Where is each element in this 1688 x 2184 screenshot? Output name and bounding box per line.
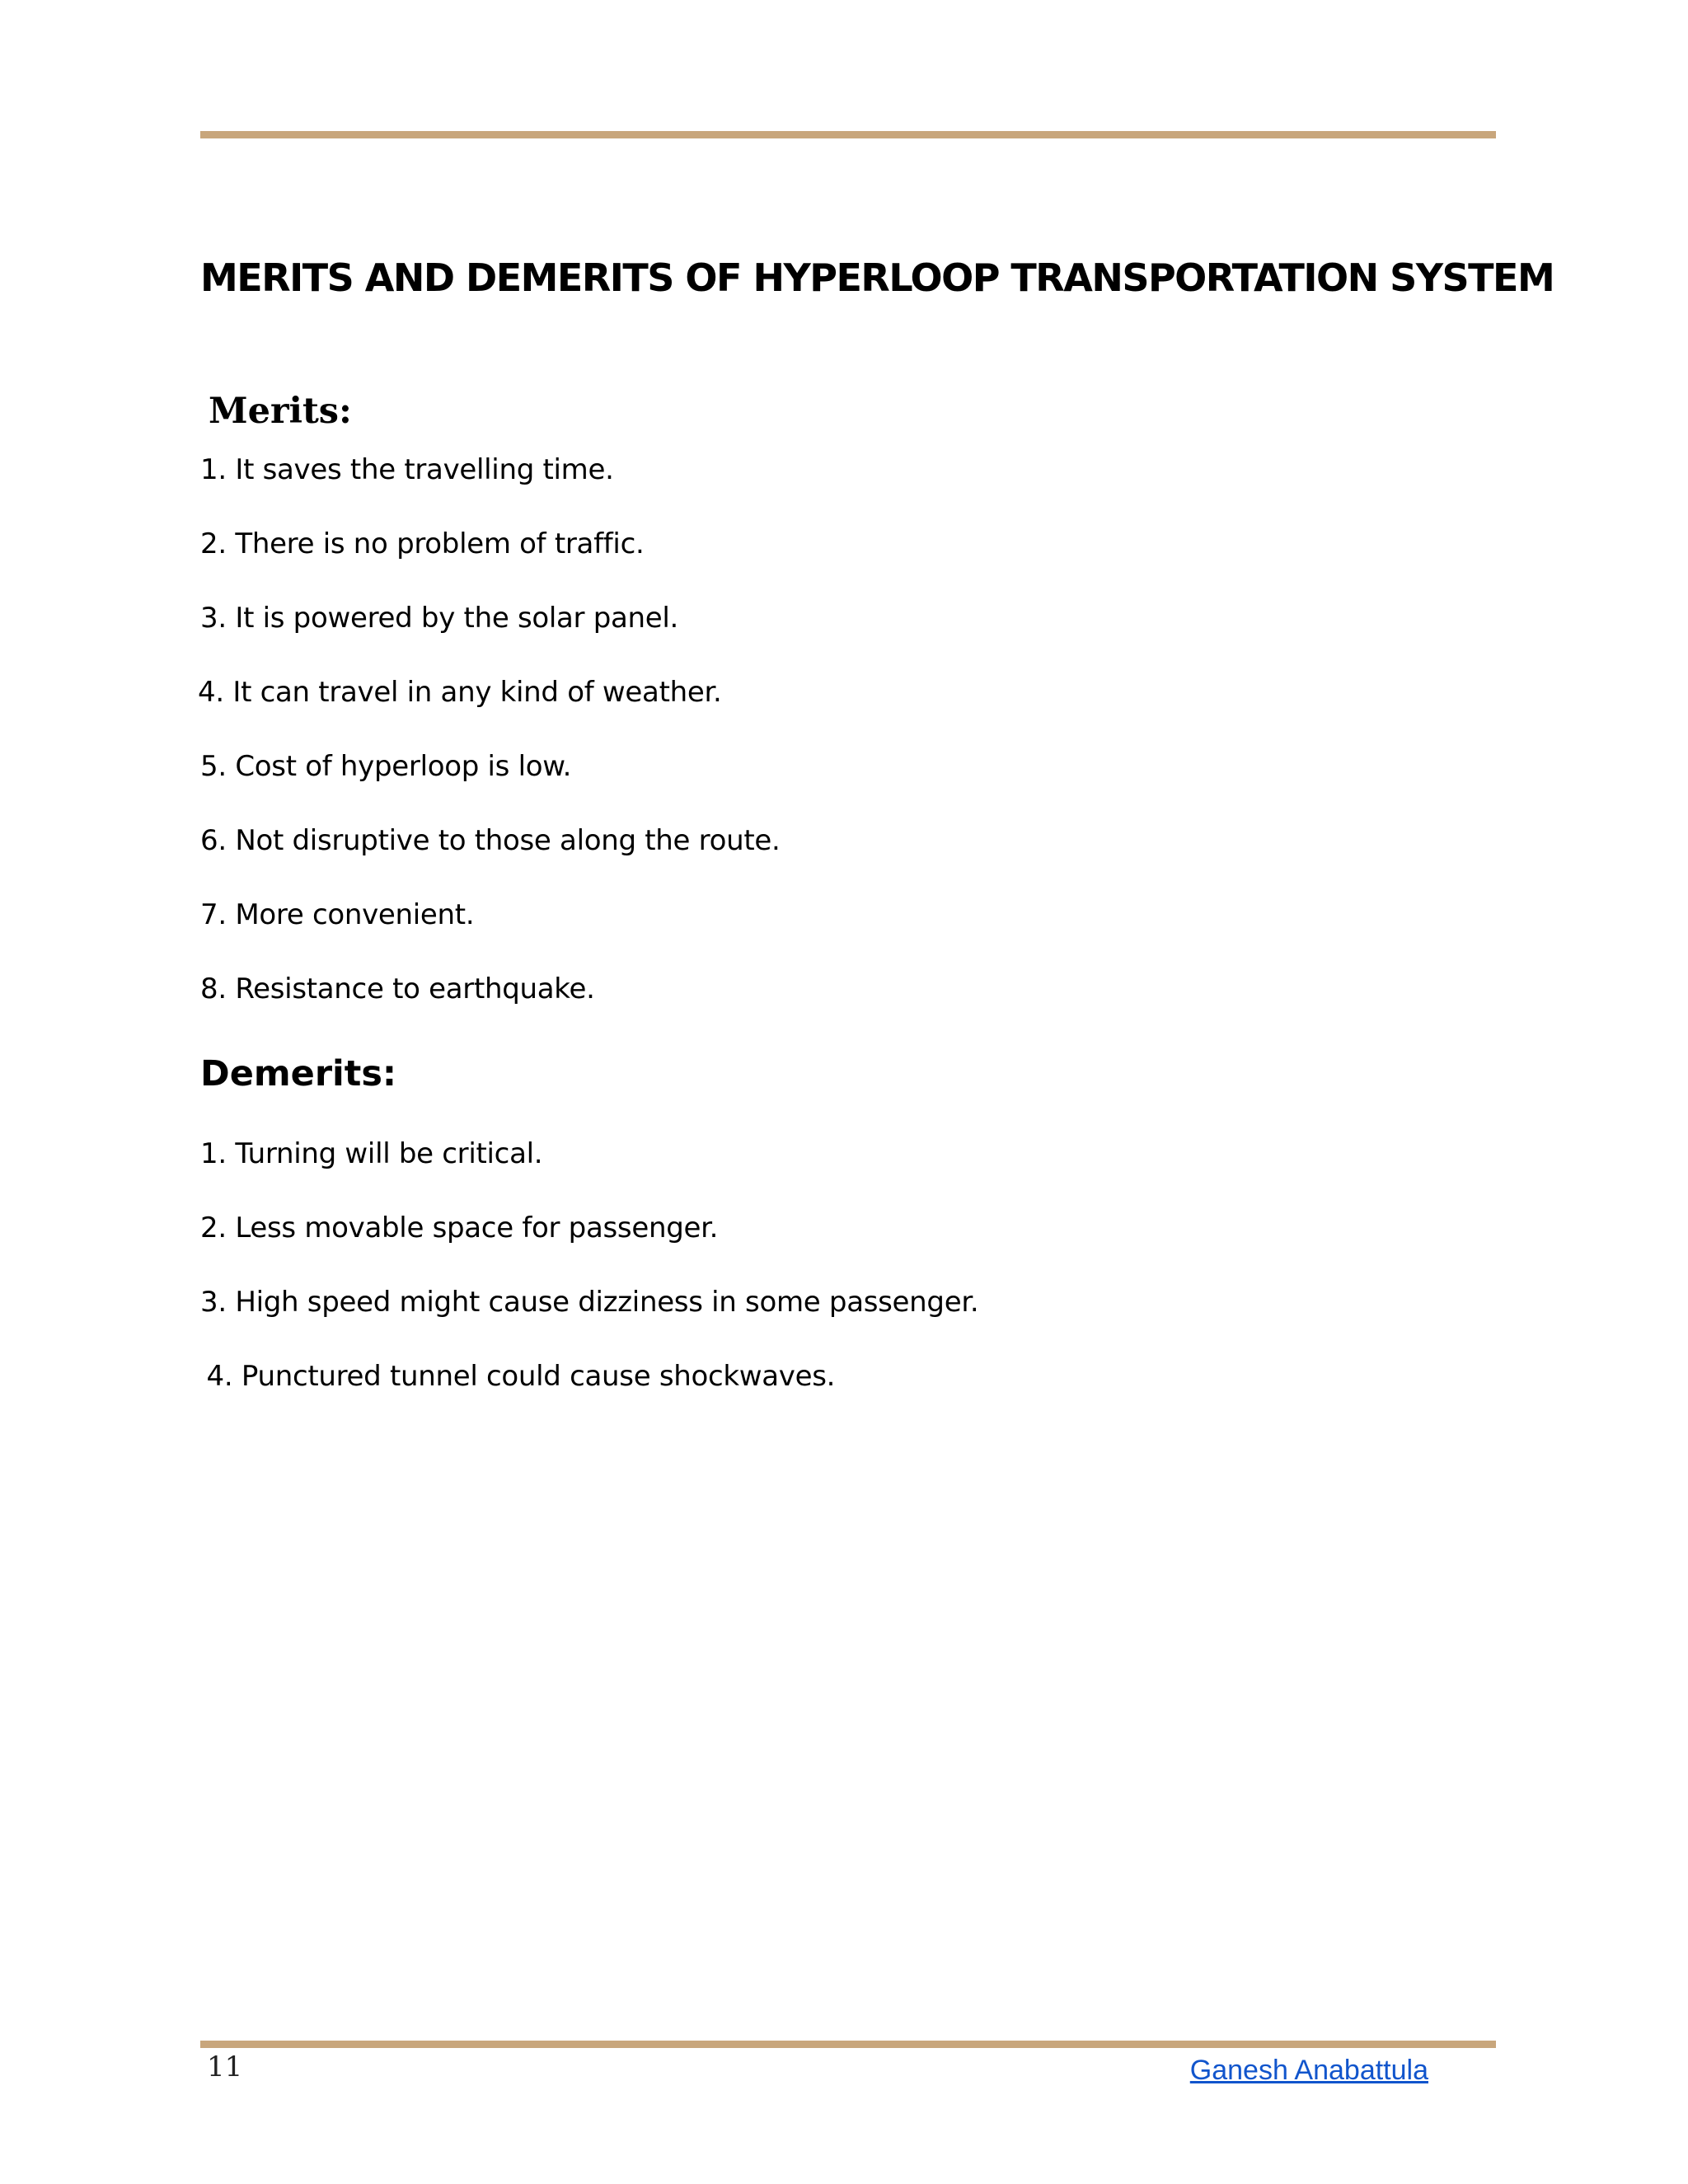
merit-item: 4. It can travel in any kind of weather. <box>198 676 722 709</box>
merits-heading: Merits: <box>209 391 352 432</box>
merit-item: 7. More convenient. <box>200 898 475 931</box>
header-rule <box>200 131 1496 138</box>
demerit-item: 2. Less movable space for passenger. <box>200 1212 719 1244</box>
merit-item: 8. Resistance to earthquake. <box>200 972 595 1005</box>
merit-item: 3. It is powered by the solar panel. <box>200 602 679 635</box>
demerit-item: 3. High speed might cause dizziness in some passenger. <box>200 1286 979 1319</box>
demerits-heading: Demerits: <box>200 1053 397 1094</box>
merit-item: 1. It saves the travelling time. <box>200 453 614 486</box>
page-number: 11 <box>207 2050 243 2083</box>
author-link[interactable]: Ganesh Anabattula <box>1189 2055 1428 2086</box>
demerit-item: 1. Turning will be critical. <box>200 1137 543 1170</box>
merit-item: 2. There is no problem of traffic. <box>200 527 645 560</box>
merit-item: 5. Cost of hyperloop is low. <box>200 750 572 783</box>
merit-item: 6. Not disruptive to those along the route. <box>200 824 781 857</box>
demerit-item: 4. Punctured tunnel could cause shockwaves. <box>198 1360 836 1393</box>
page-title: MERITS AND DEMERITS OF HYPERLOOP TRANSPORTATION SYSTEM <box>200 255 1554 300</box>
footer-rule <box>200 2041 1496 2048</box>
